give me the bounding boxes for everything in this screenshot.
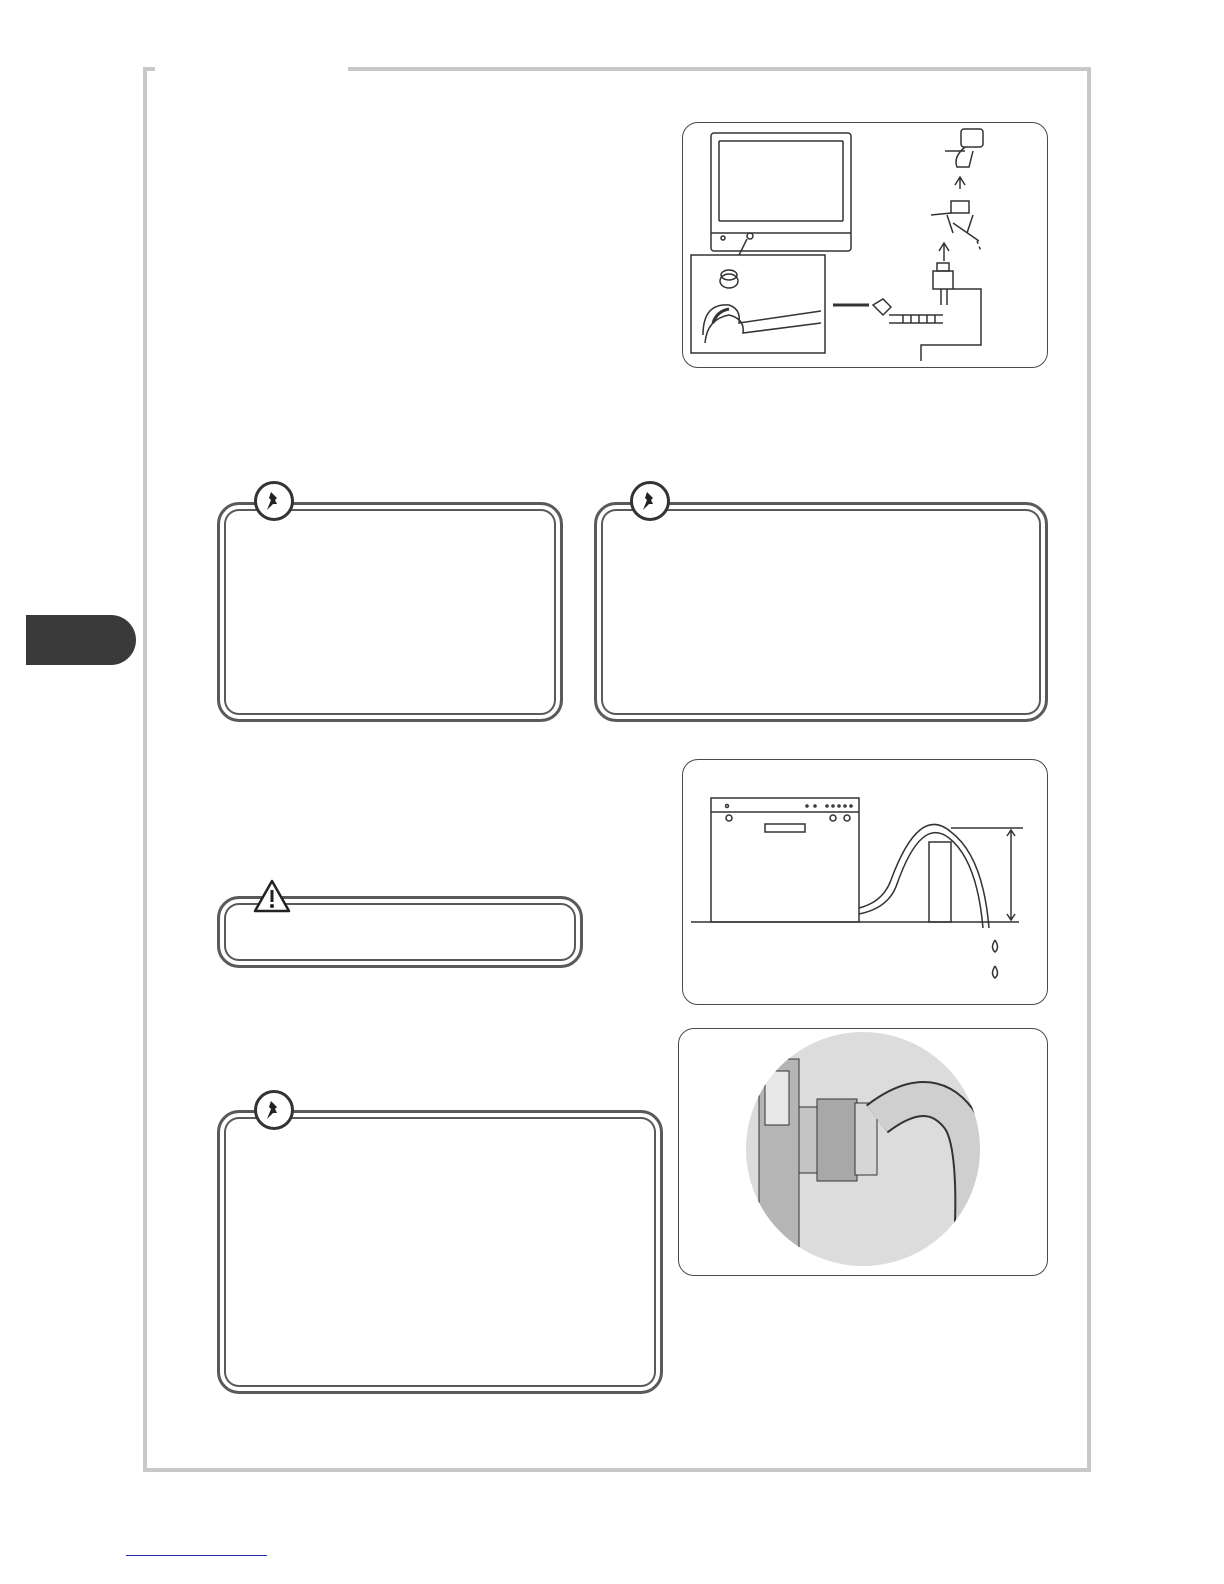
drain-hose-height-illustration [683,760,1047,1004]
page-frame-right [1087,67,1091,1472]
pushpin-icon [254,481,294,521]
page-frame-top [348,67,1091,71]
note-box-2 [594,502,1048,722]
page-frame-bottom [143,1468,1091,1472]
page-frame-left [143,67,147,1472]
water-inlet-connection-figure [682,122,1048,368]
drain-pipe-illustration [679,1029,1047,1275]
warning-triangle-icon [252,878,292,914]
pushpin-icon [254,1090,294,1130]
note-box-1 [217,502,563,722]
note-box-3 [217,1110,663,1394]
footer-link-underline[interactable] [126,1555,267,1556]
water-inlet-illustration [683,123,1047,367]
pushpin-icon [630,481,670,521]
chapter-side-tab [26,615,136,665]
drain-hose-pipe-connection-figure [678,1028,1048,1276]
drain-hose-height-figure [682,759,1048,1005]
